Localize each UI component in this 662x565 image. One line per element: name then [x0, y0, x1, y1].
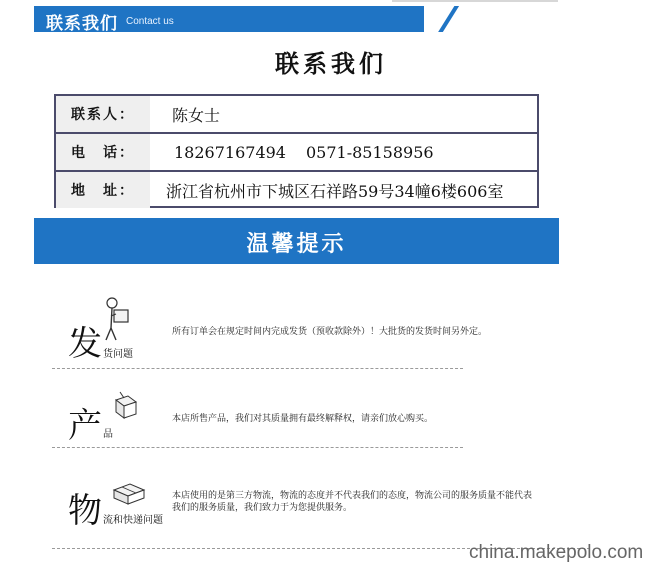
- header-subtitle: Contact us: [126, 16, 174, 27]
- contact-table: [54, 94, 539, 208]
- tip-small-label: 货问题: [103, 349, 133, 360]
- dashed-divider: [52, 368, 463, 369]
- contact-row-phone: [56, 134, 537, 170]
- tip-small-label: 流和快递问题: [103, 515, 163, 526]
- tip-item-logistics: [68, 483, 102, 532]
- tips-banner-title: 温馨提示: [246, 232, 347, 257]
- tip-item-product: [68, 398, 102, 447]
- contact-row-name: [56, 96, 537, 132]
- contact-label: 电 话：: [56, 134, 150, 170]
- header-top-line: [392, 0, 558, 2]
- phone-landline-value: 0571-85158956: [306, 142, 434, 162]
- person-carrying-box-icon: [100, 296, 132, 344]
- contact-row-address: [56, 172, 537, 208]
- tip-text-product: 本店所售产品，我们对其质量拥有最终解释权，请亲们放心购买。: [172, 414, 434, 424]
- tip-big-char: 产: [68, 406, 102, 446]
- tip-text-shipping: 所有订单会在规定时间内完成发货（预收款除外）！大批货的发货时间另外定。: [172, 327, 488, 337]
- parcel-box-icon: [112, 482, 146, 506]
- header-bar: [34, 6, 559, 32]
- tip-big-char: 发: [68, 324, 102, 364]
- tips-banner: [34, 218, 559, 264]
- contact-label: 地 址：: [56, 172, 150, 208]
- contact-heading: 联系我们: [275, 50, 387, 78]
- phone-mobile-value: 18267167494: [174, 142, 286, 162]
- tip-item-shipping: [68, 316, 102, 365]
- tip-big-char: 物: [68, 491, 102, 531]
- address-value: 浙江省杭州市下城区石祥路59号34幢6楼606室: [166, 181, 504, 201]
- tip-text-logistics-line1: 本店使用的是第三方物流，物流的态度并不代表我们的态度，物流公司的服务质量不能代表: [172, 491, 533, 501]
- contact-label: 联系人：: [56, 96, 150, 132]
- header-title: 联系我们: [46, 14, 118, 32]
- watermark-text: china.makepolo.com: [469, 542, 644, 563]
- dashed-divider: [52, 447, 463, 448]
- contact-name-value: 陈女士: [172, 105, 221, 125]
- tip-text-logistics-line2: 我们的服务质量，我们致力于为您提供服务。: [172, 503, 353, 513]
- tip-small-label: 品: [103, 429, 113, 440]
- product-box-icon: [110, 390, 138, 420]
